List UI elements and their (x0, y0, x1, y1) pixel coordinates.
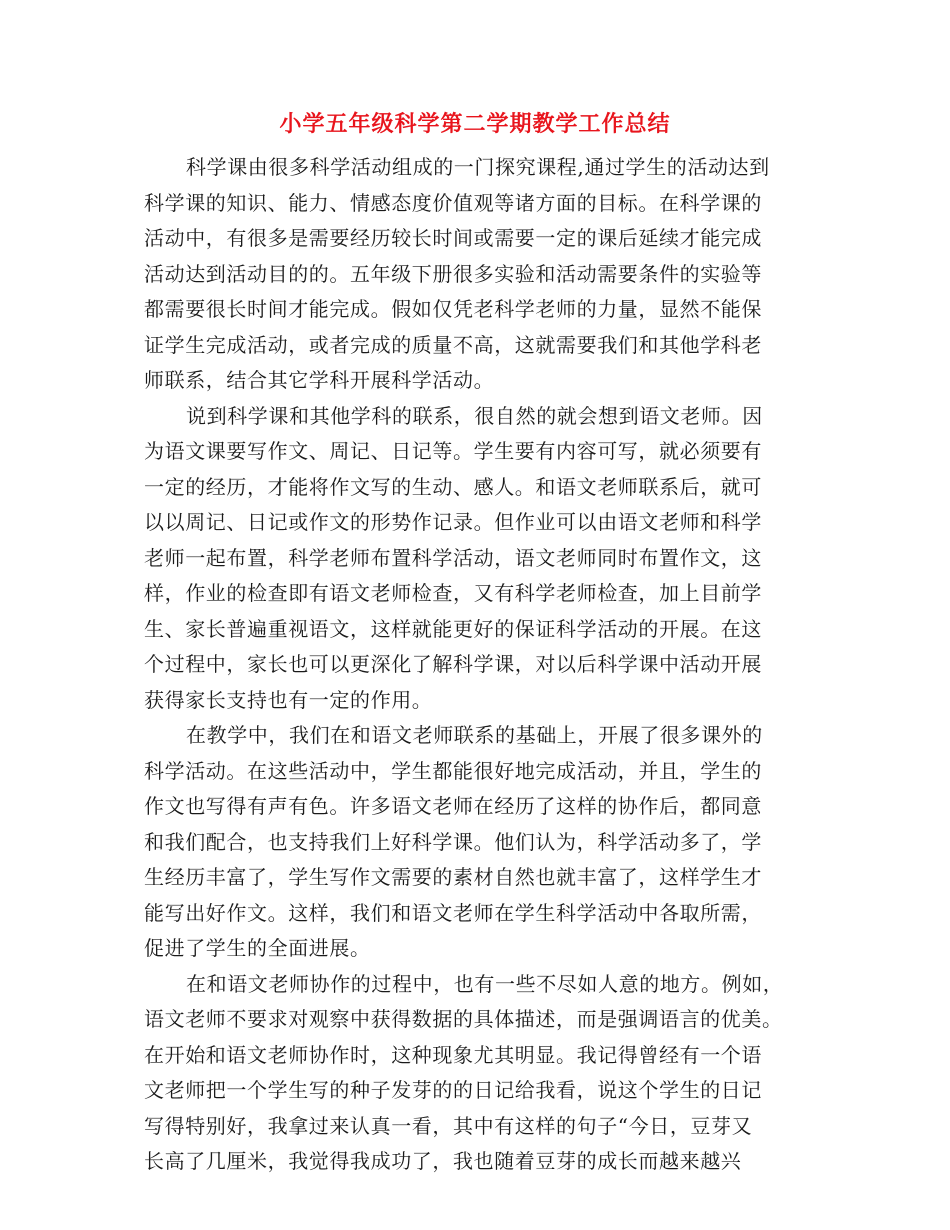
text-line: 以以周记、日记或作文的形势作记录。但作业可以由语文老师和科学 (144, 510, 762, 534)
text-line: 说到科学课和其他学科的联系，很自然的就会想到语文老师。因 (186, 403, 763, 428)
text-line: 科学活动。在这些活动中，学生都能很好地完成活动，并且，学生的 (144, 758, 762, 783)
text-line: 长高了几厘米，我觉得我成功了，我也随着豆芽的成长而越来越兴 (144, 1149, 742, 1173)
text-line: 语文老师不要求对观察中获得数据的具体描述，而是强调语言的优美。 (144, 1007, 783, 1031)
text-line: 在开始和语文老师协作时，这种现象尤其明显。我记得曾经有一个语 (144, 1042, 762, 1067)
text-line: 生经历丰富了，学生写作文需要的素材自然也就丰富了，这样学生才 (144, 865, 762, 889)
paragraph-2 (144, 399, 804, 719)
document-body (144, 150, 804, 1180)
text-line: 老师一起布置，科学老师布置科学活动，语文老师同时布置作文，这 (144, 545, 762, 570)
text-line: 个过程中，家长也可以更深化了解科学课，对以后科学课中活动开展 (144, 652, 762, 676)
text-line: 科学课的知识、能力、情感态度价值观等诸方面的目标。在科学课的 (144, 190, 762, 215)
text-line: 为语文课要写作文、周记、日记等。学生要有内容可写，就必须要有 (144, 439, 762, 463)
text-line: 活动达到活动目的的。五年级下册很多实验和活动需要条件的实验等 (144, 261, 762, 286)
document-title: 小学五年级科学第二学期教学工作总结 (279, 112, 671, 137)
text-line: 作文也写得有声有色。许多语文老师在经历了这样的协作后，都同意 (144, 794, 762, 818)
text-line: 活动中，有很多是需要经历较长时间或需要一定的课后延续才能完成 (144, 226, 762, 250)
paragraph-3 (144, 718, 804, 967)
text-line: 写得特别好，我拿过来认真一看，其中有这样的句子“今日，豆芽又 (144, 1113, 753, 1138)
paragraph-1 (144, 150, 804, 399)
text-line: 促进了学生的全面进展。 (144, 936, 371, 960)
text-line: 生、家长普遍重视语文，这样就能更好的保证科学活动的开展。在这 (144, 616, 762, 641)
text-line: 和我们配合，也支持我们上好科学课。他们认为，科学活动多了，学 (144, 829, 762, 854)
text-line: 一定的经历，才能将作文写的生动、感人。和语文老师联系后，就可 (144, 474, 762, 499)
text-line: 证学生完成活动，或者完成的质量不高，这就需要我们和其他学科老 (144, 332, 762, 357)
text-line: 样，作业的检查即有语文老师检查，又有科学老师检查，加上目前学 (144, 581, 762, 605)
text-line: 文老师把一个学生写的种子发芽的的日记给我看，说这个学生的日记 (144, 1078, 762, 1102)
text-line: 在和语文老师协作的过程中，也有一些不尽如人意的地方。例如， (186, 971, 784, 996)
text-line: 获得家长支持也有一定的作用。 (144, 687, 433, 712)
text-line: 能写出好作文。这样，我们和语文老师在学生科学活动中各取所需， (144, 900, 762, 925)
text-line: 师联系，结合其它学科开展科学活动。 (144, 368, 495, 392)
text-line: 科学课由很多科学活动组成的一门探究课程,通过学生的活动达到 (186, 155, 770, 179)
paragraph-4 (144, 967, 804, 1180)
text-line: 都需要很长时间才能完成。假如仅凭老科学老师的力量，显然不能保 (144, 297, 762, 321)
text-line: 在教学中，我们在和语文老师联系的基础上，开展了很多课外的 (186, 723, 763, 747)
